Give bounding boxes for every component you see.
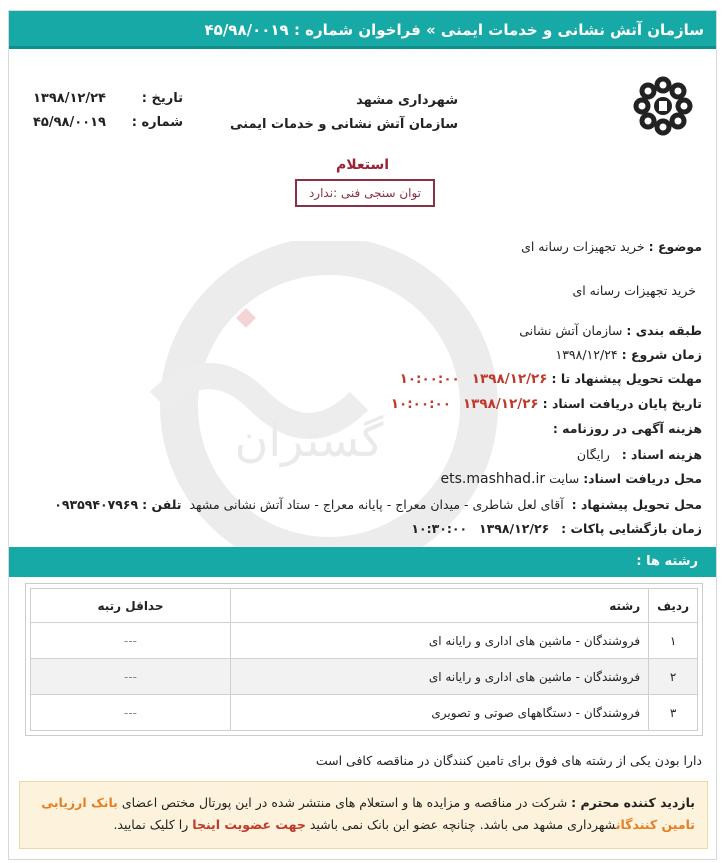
number-label: شماره : <box>131 115 183 130</box>
subject-row <box>521 239 702 254</box>
newspaper-fee-label: هزینه آگهی در روزنامه : <box>552 421 702 436</box>
membership-promo <box>19 781 708 849</box>
fields-table-container <box>25 583 703 736</box>
opening-date: ۱۳۹۸/۱۲/۲۶ <box>479 521 550 536</box>
doc-fee-value: رایگان <box>576 447 610 462</box>
doc-deadline-row <box>391 396 702 412</box>
organization-header <box>230 89 458 137</box>
date-label: تاریخ : <box>141 91 183 106</box>
category-row <box>519 323 702 338</box>
doc-fee-row <box>577 447 702 462</box>
number-value: ۴۵/۹۸/۰۰۱۹ <box>33 115 106 130</box>
row-num: ۳ <box>649 695 698 731</box>
fields-section-header: رشته ها : <box>9 547 716 577</box>
date-value: ۱۳۹۸/۱۲/۲۴ <box>33 91 106 106</box>
fields-table <box>30 588 698 731</box>
phone-value: ۰۹۳۵۹۴۰۷۹۶۹ <box>54 497 139 512</box>
proposal-deadline-date: ۱۳۹۸/۱۲/۲۶ <box>471 371 548 387</box>
row-rank: --- <box>31 695 231 731</box>
org-line-2: سازمان آتش نشانی و خدمات ایمنی <box>229 117 458 132</box>
svg-text:گستران: گستران <box>234 413 384 467</box>
promo-text-1: شرکت در مناقصه و مزایده ها و استعلام های منتشر شده در این پورتال مختص اعضای <box>121 795 568 810</box>
announcement-page <box>8 10 717 860</box>
promo-greeting: بازدید کننده محترم : <box>571 795 695 810</box>
doc-place-site[interactable]: ets.mashhad.ir <box>440 471 546 487</box>
start-label: زمان شروع : <box>621 347 702 362</box>
header-min-rank: حداقل رتبه <box>31 589 231 623</box>
fields-note: دارا بودن یکی از رشته های فوق برای تامین کنندگان در مناقصه کافی است <box>315 753 702 768</box>
newspaper-fee-row <box>553 421 702 436</box>
page-title: سازمان آتش نشانی و خدمات ایمنی » فراخوان شماره : ۴۵/۹۸/۰۰۱۹ <box>9 11 716 49</box>
doc-deadline-time: ۱۰:۰۰:۰۰ <box>390 396 451 412</box>
document-meta <box>33 87 183 135</box>
subject-label: موضوع : <box>648 239 702 254</box>
promo-bank-name: بانک ارزیابی تامین کنندگان <box>41 795 695 832</box>
row-field: فروشندگان - دستگاههای صوتی و تصویری <box>231 695 649 731</box>
phone-label: تلفن : <box>142 497 182 512</box>
proposal-deadline-time: ۱۰:۰۰:۰۰ <box>399 371 460 387</box>
row-field: فروشندگان - ماشین های اداری و رایانه ای <box>231 659 649 695</box>
category-label: طبقه بندی : <box>626 323 702 338</box>
delivery-row <box>54 497 702 512</box>
table-row <box>31 623 698 659</box>
promo-text-3: را کلیک نمایید. <box>113 817 189 832</box>
row-rank: --- <box>31 623 231 659</box>
table-row <box>31 695 698 731</box>
doc-place-row <box>441 471 703 487</box>
doc-place-label: محل دریافت اسناد: <box>583 471 702 486</box>
municipality-logo <box>632 75 694 137</box>
membership-link[interactable]: جهت عضویت اینجا <box>192 817 306 832</box>
category-value: سازمان آتش نشانی <box>519 323 623 338</box>
subject-value: خرید تجهیزات رسانه ای <box>521 239 645 254</box>
delivery-value: آقای لعل شاطری - میدان معراج - پایانه معراج - ستاد آتش نشانی مشهد <box>189 497 564 512</box>
promo-text-2: شهرداری مشهد می باشد. چنانچه عضو این بانک نمی باشید <box>309 817 616 832</box>
opening-time: ۱۰:۳۰:۰۰ <box>411 521 468 536</box>
start-row <box>555 347 702 362</box>
header-row-num: ردیف <box>649 589 698 623</box>
org-line-1: شهرداری مشهد <box>356 93 458 108</box>
opening-row <box>411 521 702 536</box>
row-num: ۱ <box>649 623 698 659</box>
doc-place-value: سایت <box>549 471 580 486</box>
delivery-label: محل تحویل پیشنهاد : <box>571 497 702 512</box>
doc-deadline-label: تاریخ پایان دریافت اسناد : <box>542 396 702 411</box>
proposal-deadline-label: مهلت تحویل پیشنهاد تا : <box>551 371 702 386</box>
table-row <box>31 659 698 695</box>
start-value: ۱۳۹۸/۱۲/۲۴ <box>555 347 618 362</box>
doc-fee-label: هزینه اسناد : <box>621 447 702 462</box>
opening-label: زمان بازگشایی پاکات : <box>561 521 702 536</box>
description: خرید تجهیزات رسانه ای <box>572 283 696 298</box>
tech-capability-box: توان سنجی فنی :ندارد <box>295 179 435 207</box>
doc-deadline-date: ۱۳۹۸/۱۲/۲۶ <box>462 396 539 412</box>
header-field: رشته <box>231 589 649 623</box>
table-header-row <box>31 589 698 623</box>
row-field: فروشندگان - ماشین های اداری و رایانه ای <box>231 623 649 659</box>
row-rank: --- <box>31 659 231 695</box>
inquiry-title: استعلام <box>335 157 390 173</box>
proposal-deadline-row <box>400 371 702 387</box>
row-num: ۲ <box>649 659 698 695</box>
